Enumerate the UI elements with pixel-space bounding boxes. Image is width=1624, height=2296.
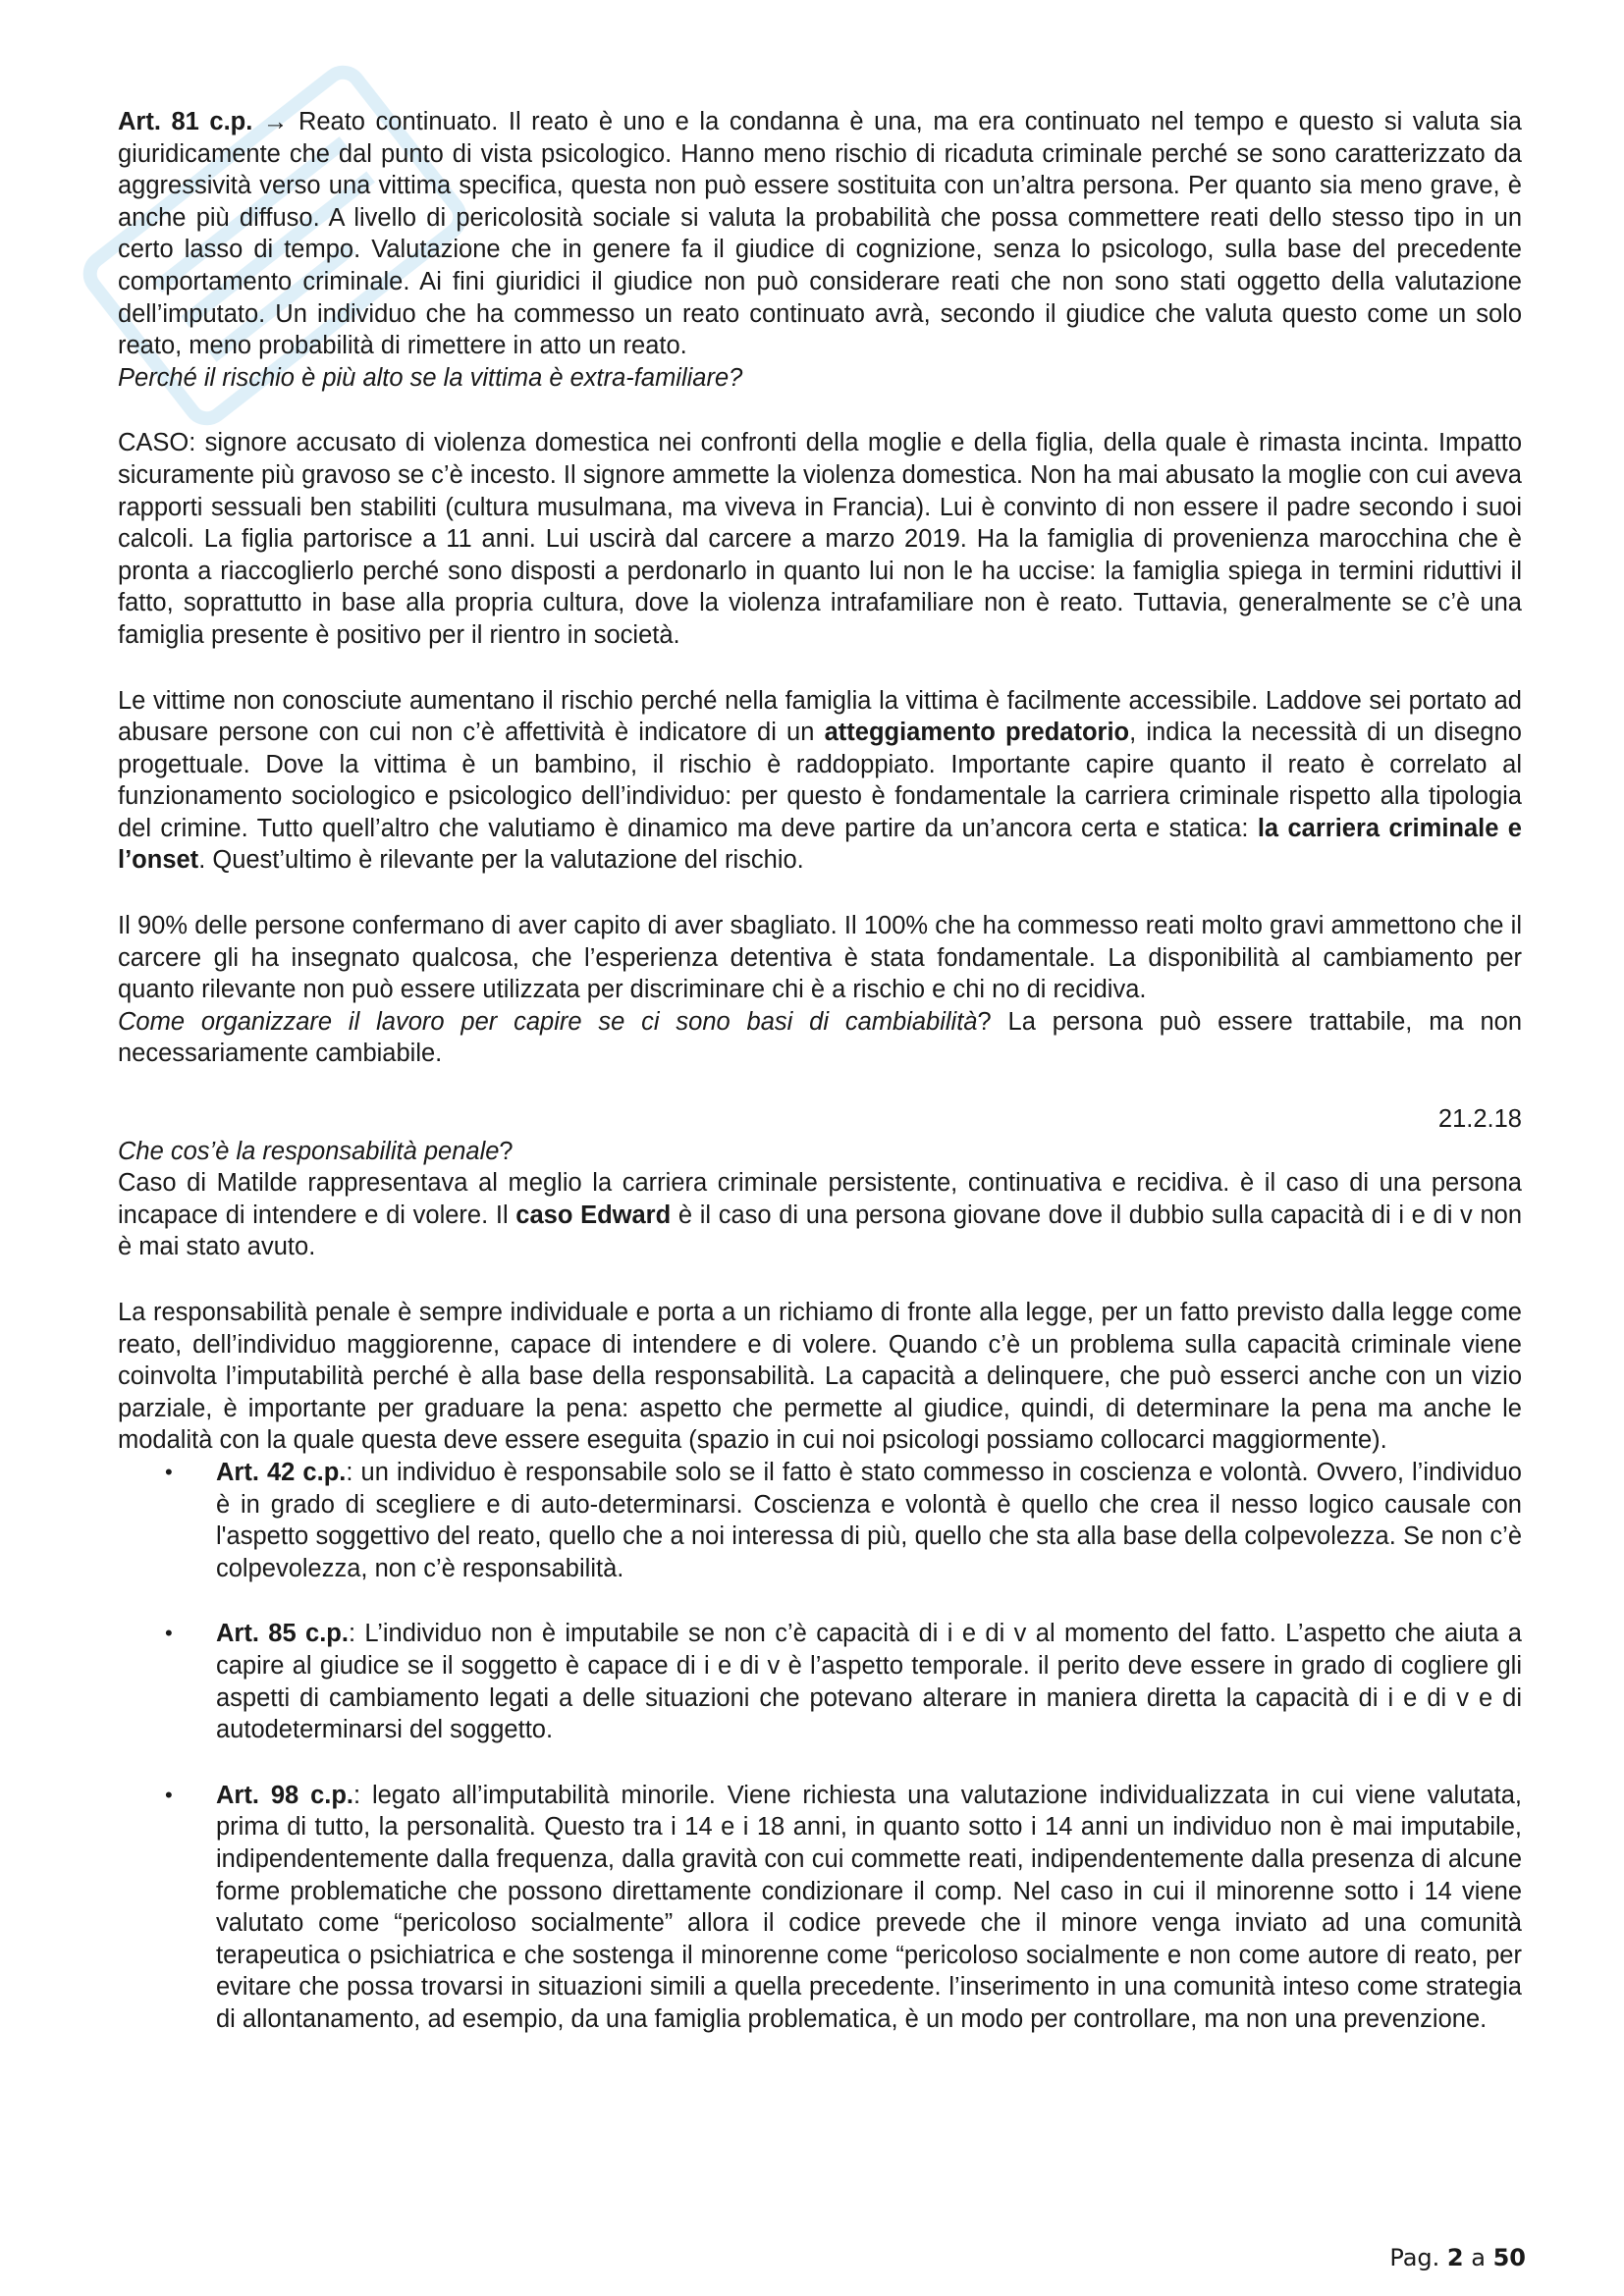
cambiamento-text-2: ? La persona può essere trattabile, ma non necessariamente cambiabile. (118, 1007, 1523, 1068)
vittime-text-2: , indica la necessità di un disegno progettuale. Dove la vittima è un bambino, il rischio è raddoppiato. Importante capire quanto il reato è correlato al funzionamento sociologico e psicologico dell’individuo: per questo è fondamentale la carriera criminale rispetto alla tipologia del crimine. Tutto quell’altro che valutiamo è dinamico ma deve partire da un’ancora certa e statica: (118, 719, 1522, 842)
cambiamento-text-1: Il 90% delle persone confermano di aver capito di aver sbagliato. Il 100% che ha commesso reati molto gravi ammettono che il carcere gli ha insegnato qualcosa, che l’esperienza detentiva è stata fondamentale. La disponibilità al cambiamento per quanto rilevante non può essere utilizzata per discriminare chi è a rischio e chi no di recidiva. (118, 912, 1522, 1004)
art-85-label: Art. 85 c.p. (216, 1620, 349, 1648)
list-item-art-98 (118, 1780, 1522, 2036)
list-item-art-42 (118, 1457, 1522, 1584)
art-81-label: Art. 81 c.p. (118, 108, 253, 135)
art-98-label: Art. 98 c.p. (216, 1781, 354, 1809)
paragraph-responsabilita-intro (118, 1136, 1522, 1263)
section-date: 21.2.18 (1437, 1105, 1522, 1134)
list-item-art-85 (118, 1618, 1522, 1745)
matilde-text: Caso di Matilde rappresentava al meglio la carriera criminale persistente, continuativa e recidiva. è il caso di una persona incapace di intendere e di volere. Il (118, 1169, 1522, 1229)
paragraph-responsabilita: La responsabilità penale è sempre individuale e porta a un richiamo di fronte alla legge, per un fatto previsto dalla legge come reato, dell’individuo maggiorenne, capace di intendere e di volere. Quando c’è un problema sulla capacità criminale viene coinvolta l’imputabilità perché è alla base della responsabilità. La capacità a delinquere, che può esserci anche con un vizio parziale, è importante per graduare la pena: aspetto che permette al giudice, quindi, di determinare la pena ma anche le modalità con la quale questa deve essere eseguita (spazio in cui noi psicologi possiamo collocarci maggiormente). (118, 1299, 1522, 1455)
question-responsabilita: Che cos’è la responsabilità penale (118, 1137, 500, 1165)
art-42-label: Art. 42 c.p. (216, 1458, 347, 1486)
art-42-text: : un individuo è responsabile solo se il fatto è stato commesso in coscienza e volontà. Ovvero, l’individuo è in grado di scegliere e di auto-determinarsi. Coscienza e volontà è quello che crea il nesso logico causale con l'aspetto soggettivo del reato, quello che a noi interessa di più, quello che sta alla base della colpevolezza. Se non c’è colpevolezza, non c’è responsabilità. (216, 1458, 1522, 1582)
bold-caso-edward: caso Edward (515, 1201, 672, 1229)
question-mark: ? (499, 1137, 514, 1165)
paragraph-art-81 (118, 106, 1522, 394)
articles-list (118, 1457, 1522, 2036)
vittime-text-1: Le vittime non conosciute aumentano il rischio perché nella famiglia la vittima è facilmente accessibile. Laddove sei portato ad abusare persone con cui non c’è affettività è indicatore di un (118, 686, 1522, 747)
paragraph-caso: CASO: signore accusato di violenza domestica nei confronti della moglie e della figlia, della quale è rimasta incinta. Impatto sicuramente più gravoso se c’è incesto. Il signore ammette la violenza domestica. Non ha mai abusato la moglie con cui aveva rapporti sessuali ben stabiliti (cultura musulmana, ma viveva in Francia). Lui è convinto di non essere il padre secondo i suoi calcoli. La figlia partorisce a 11 anni. Lui uscirà dal carcere a marzo 2019. Ha la famiglia di provenienza marocchina che è pronta a riaccoglierlo perché sono disposti a perdonarlo in quanto lui non le ha uccise: la famiglia spiega in termini riduttivi il fatto, soprattutto in base alla propria cultura, dove la violenza intrafamiliare non è reato. Tuttavia, generalmente se c’è una famiglia presente è positivo per il rientro in società. (118, 429, 1522, 649)
footer-middle: a (1463, 2244, 1493, 2271)
question-cambiabilita: Come organizzare il lavoro per capire se ci sono basi di cambiabilità (118, 1007, 978, 1036)
art-81-text: Reato continuato. Il reato è uno e la condanna è una, ma era continuato nel tempo e questo si valuta sia giuridicamente che dal punto di vista psicologico. Hanno meno rischio di ricaduta criminale perché se sono caratterizzato da aggressività verso una vittima specifica, questa non può essere sostituita con un’altra persona. Per quanto sia meno grave, è anche più diffuso. A livello di pericolosità sociale si valuta la probabilità che possa commettere reati dello stesso tipo in un certo lasso di tempo. Valutazione che in genere fa il giudice di cognizione, senza lo psicologo, sulla base del precedente comportamento criminale. Ai fini giuridici il giudice non può considerare reati che non sono stati oggetto della valutazione dell’imputato. Un individuo che ha commesso un reato continuato avrà, secondo il giudice che valuta questo come un solo reato, meno probabilità di rimettere in atto un reato. (118, 108, 1522, 360)
document-page (118, 106, 1522, 2035)
question-vittima: Perché il rischio è più alto se la vittima è extra-familiare? (118, 363, 743, 392)
art-85-text: : L’individuo non è imputabile se non c’è capacità di i e di v al momento del fatto. L’aspetto che aiuta a capire al giudice se il soggetto è capace di i e di v è l’aspetto temporale. il perito deve essere in grado di cogliere gli aspetti di cambiamento legati a delle situazioni che potevano alterare in maniera diretta la capacità di i e di v e di autodeterminarsi del soggetto. (216, 1620, 1522, 1744)
footer-total-pages: 50 (1492, 2244, 1526, 2271)
edward-text: è il caso di una persona giovane dove il dubbio sulla capacità di i e di v non è mai stato avuto. (118, 1201, 1522, 1261)
paragraph-cambiamento (118, 910, 1522, 1070)
vittime-text-3: . Quest’ultimo è rilevante per la valutazione del rischio. (198, 846, 804, 875)
footer-prefix: Pag. (1389, 2244, 1447, 2271)
bold-carriera-criminale: la carriera criminale e l’onset (118, 814, 1522, 875)
art-98-text: : legato all’imputabilità minorile. Viene richiesta una valutazione individualizzata in cui viene valutata, prima di tutto, la personalità. Questo tra i 14 e i 18 anni, in quanto sotto i 14 anni un individuo non è mai imputabile, indipendentemente dalla frequenza, dalla gravità con cui commette reati, indipendentemente dalla presenza di alcune forme problematiche che possono direttamente condizionare il comp. Nel caso in cui il minorenne sotto i 14 viene valutato come “pericoloso socialmente” allora il codice prevede che il minore venga inviato ad una comunità terapeutica o psichiatrica e che sostenga il minorenne come “pericoloso socialmente e non come autore di reato, per evitare che possa trovarsi in situazioni simili a quella precedente. l’inserimento in una comunità inteso come strategia di allontanamento, ad esempio, da una famiglia problematica, è un modo per controllare, ma non una prevenzione. (216, 1781, 1522, 2033)
bullet-dot: • (165, 1459, 173, 1484)
bullet-dot: • (165, 1621, 173, 1646)
arrow-symbol: → (262, 108, 289, 135)
bold-atteggiamento-predatorio: atteggiamento predatorio (824, 719, 1130, 747)
footer-page-number: 2 (1446, 2244, 1464, 2271)
paragraph-vittime (118, 685, 1522, 878)
page-footer (1389, 2244, 1526, 2271)
bullet-dot: • (165, 1782, 173, 1807)
